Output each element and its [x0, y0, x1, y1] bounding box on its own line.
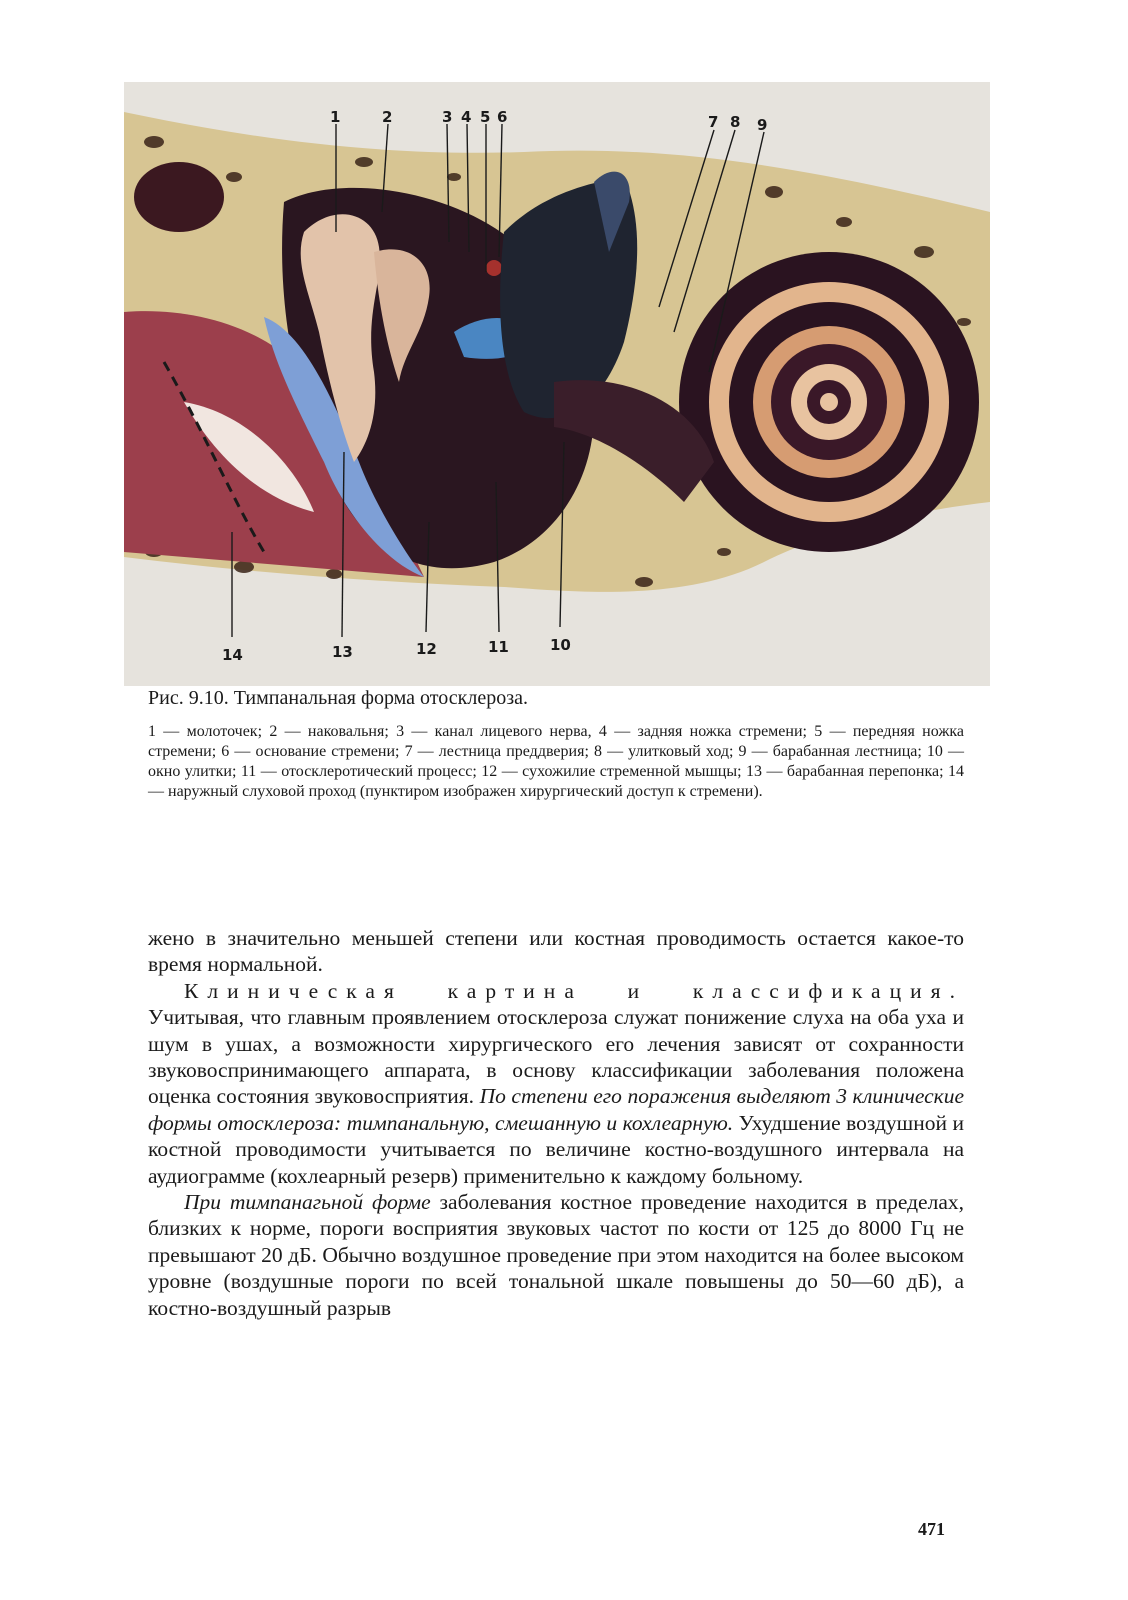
ear-anatomy-figure [124, 82, 990, 686]
callout-1: 1 [330, 108, 341, 126]
paragraph-3 [148, 1189, 964, 1321]
section-heading: Клиническая картина и классификация. [184, 978, 964, 1003]
callout-13: 13 [332, 643, 353, 661]
callout-8: 8 [730, 113, 741, 131]
body-text [148, 925, 964, 1321]
paragraph-2-italic: По степени его поражения выделяют 3 клинические формы отосклероза: тимпанальную, смешанную и кохлеарную. [148, 1084, 964, 1135]
paragraph-2-tail: Ухудшение воздушной и костной проводимости учитывается по величине костно-воздушного интервала на аудиограмме (кохлеарный резерв) применительно к каждому больному. [148, 1110, 964, 1188]
callout-5: 5 [480, 108, 491, 126]
callout-3: 3 [442, 108, 453, 126]
callout-7: 7 [708, 113, 719, 131]
page-number: 471 [918, 1519, 945, 1539]
paragraph-1-text: жено в значительно меньшей степени или костная проводимость остается какое-то время нормальной. [148, 926, 964, 977]
callout-2: 2 [382, 108, 393, 126]
paragraph-1 [148, 925, 964, 978]
callout-12: 12 [416, 640, 437, 658]
callout-14: 14 [222, 646, 243, 664]
ear-anatomy-illustration [124, 82, 990, 686]
callout-9: 9 [757, 116, 768, 134]
paragraph-2 [148, 978, 964, 1189]
figure-caption-legend: 1 — молоточек; 2 — наковальня; 3 — канал лицевого нерва, 4 — задняя ножка стремени; 5 — передняя ножка стремени; 6 — основание стремени; 7 — лестница преддверия; 8 — улитковый ход; 9 — барабанная лестница; 10 — окно улитки; 11 — отосклеротический процесс; 12 — сухожилие стременной мышцы; 13 — барабанная перепонка; 14 — наружный слуховой проход (пунктиром изображен хирургический доступ к стремени). [148, 723, 964, 800]
figure-caption-title: Рис. 9.10. Тимпанальная форма отосклероза. [148, 687, 528, 709]
callout-10: 10 [550, 636, 571, 654]
callout-11: 11 [488, 638, 509, 656]
paragraph-2-text: Учитывая, что главным проявлением отосклероза служат понижение слуха на оба уха и шум в ушах, а возможности хирургического его лечения зависят от сохранности звуковоспринимающего аппарата, в основу классификации заболевания положена оценка состояния звуковосприятия. [148, 1005, 964, 1109]
paragraph-3-italic: При тимпанагьной форме [184, 1190, 431, 1215]
paragraph-3-text: заболевания костное проведение находится в пределах, близких к норме, пороги восприятия звуковых частот по кости от 125 до 8000 Гц не превышают 20 дБ. Обычно воздушное проведение при этом находится на более высоком уровне (воздушные пороги по всей тональной шкале повышены до 50—60 дБ), а костно-воздушный разрыв [148, 1190, 964, 1320]
callout-6: 6 [497, 108, 508, 126]
callout-4: 4 [461, 108, 472, 126]
